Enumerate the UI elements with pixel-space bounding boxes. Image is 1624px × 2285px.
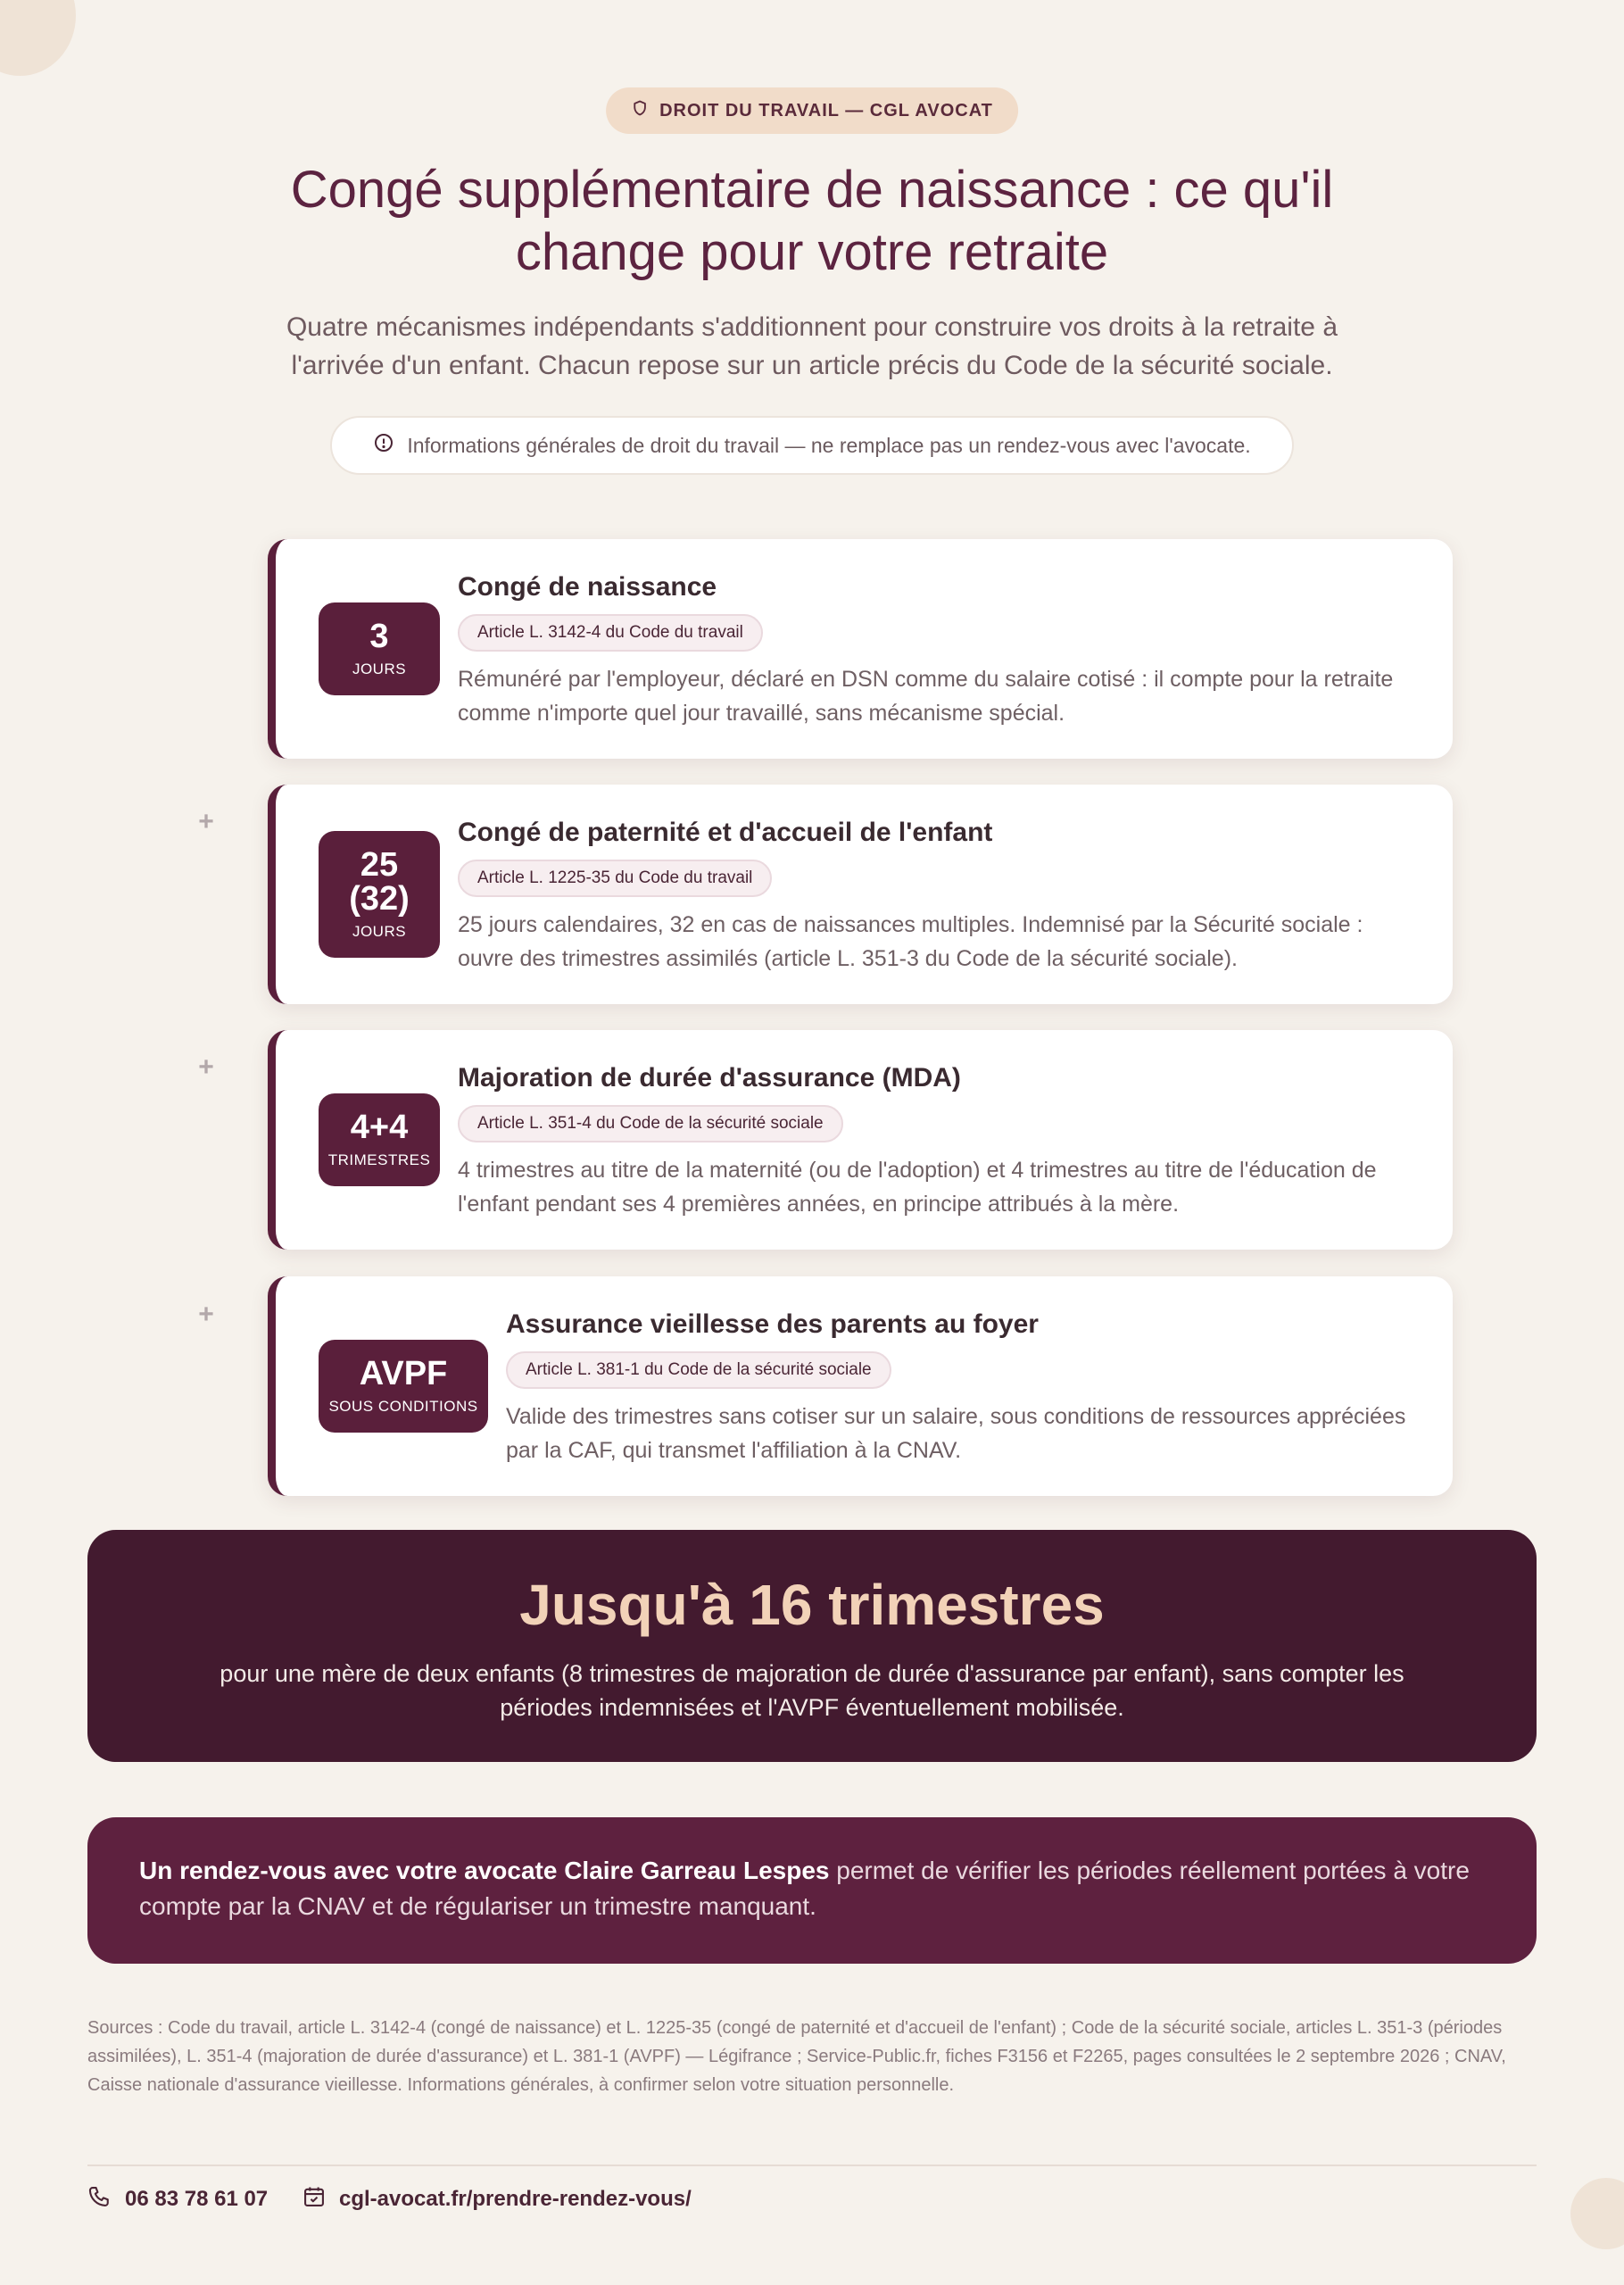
decorative-circle-top-left	[0, 0, 76, 76]
badge-unit: JOURS	[352, 661, 407, 677]
card-description: Valide des trimestres sans cotiser sur un salaire, sous conditions de ressources appréciées par la CAF, qui transmet l'affiliation à la CNAV.	[506, 1404, 1406, 1463]
article-reference: Article L. 3142-4 du Code du travail	[458, 614, 763, 652]
info-circle-icon	[373, 432, 394, 459]
badge-value: 4+4	[350, 1109, 409, 1146]
article-reference: Article L. 351-4 du Code de la sécurité sociale	[458, 1105, 843, 1142]
badge-unit: SOUS CONDITIONS	[328, 1398, 478, 1415]
title-line-1: Congé supplémentaire de naissance : ce qu'il	[290, 161, 1334, 219]
category-pill	[606, 87, 1018, 134]
booking-url[interactable]: cgl-avocat.fr/prendre-rendez-vous/	[339, 2187, 692, 2211]
phone-link[interactable]	[87, 2181, 268, 2217]
card-body	[458, 815, 1417, 976]
badge-value: 3	[369, 618, 389, 655]
booking-link[interactable]	[302, 2181, 692, 2217]
duration-badge	[319, 602, 440, 695]
phone-number[interactable]: 06 83 78 61 07	[125, 2187, 269, 2211]
mechanism-card-avpf	[268, 1276, 1453, 1496]
page-title	[232, 159, 1392, 284]
highlight-title: Jusqu'à 16 trimestres	[519, 1573, 1105, 1637]
sources-note: Sources : Code du travail, article L. 3142-4 (congé de naissance) et L. 1225-35 (congé de paternité et d'accueil de l'enfant) ; Code de la sécurité sociale, articles L. 351-3 (périodes assimilées), L. 351-4 (majoration de durée d'assurance) et L. 381-1 (AVPF) — Légifrance ; Service-Public.fr, fiches F3156 et F2265, pages consultées le 2 septembre 2026 ; CNAV, Caisse nationale d'assurance vieillesse. Informations générales, à confirmer selon votre situation personnelle.	[87, 2018, 1506, 2095]
appointment-callout	[87, 1817, 1537, 1964]
highlight-text: pour une mère de deux enfants (8 trimestres de majoration de durée d'assurance par enfant), sans compter les périodes indemnisées et l'AVPF éventuellement mobilisée.	[220, 1660, 1404, 1721]
card-body	[458, 569, 1417, 730]
mechanism-card-birth-leave	[268, 539, 1453, 759]
phone-icon	[87, 2184, 112, 2215]
lead-paragraph: Quatre mécanismes indépendants s'additionnent pour construire vos droits à la retraite à l'arrivée d'un enfant. Chacun repose sur un article précis du Code de la sécurité sociale.	[286, 312, 1338, 380]
footer-divider	[87, 2165, 1537, 2166]
badge-value: 25 (32)	[349, 846, 410, 918]
card-body	[458, 1060, 1417, 1221]
disclaimer-notice	[330, 416, 1294, 475]
card-title: Congé de paternité et d'accueil de l'enfant	[458, 818, 993, 847]
decorative-circle-bottom-right	[1570, 2178, 1624, 2249]
card-description: 25 jours calendaires, 32 en cas de naissances multiples. Indemnisé par la Sécurité sociale : ouvre des trimestres assimilés (article L. 351-3 du Code de la sécurité sociale).	[458, 912, 1363, 971]
callout-strong-text: Un rendez-vous avec votre avocate Claire Garreau Lespes	[139, 1857, 830, 1884]
disclaimer-text: Informations générales de droit du travail — ne remplace pas un rendez-vous avec l'avocate.	[407, 433, 1251, 457]
mechanism-card-paternity-leave	[268, 785, 1453, 1004]
summary-highlight	[87, 1530, 1537, 1762]
card-title: Majoration de durée d'assurance (MDA)	[458, 1063, 961, 1093]
badge-unit: TRIMESTRES	[327, 1151, 431, 1168]
avpf-badge	[319, 1340, 488, 1433]
card-body	[506, 1307, 1417, 1467]
card-description: Rémunéré par l'employeur, déclaré en DSN comme du salaire cotisé : il compte pour la retraite comme n'importe quel jour travaillé, sans mécanisme spécial.	[458, 667, 1394, 726]
plus-separator: +	[198, 807, 214, 836]
badge-value: AVPF	[359, 1355, 448, 1392]
quarters-badge	[319, 1093, 440, 1186]
article-reference: Article L. 1225-35 du Code du travail	[458, 860, 772, 897]
article-reference: Article L. 381-1 du Code de la sécurité sociale	[506, 1351, 891, 1389]
calendar-icon	[302, 2184, 327, 2215]
callout-text: permet de vérifier les périodes réellement portées à votre compte par la CNAV et de régulariser un trimestre manquant.	[139, 1857, 1470, 1920]
title-line-2: change pour votre retraite	[515, 223, 1109, 281]
category-label: DROIT DU TRAVAIL — CGL AVOCAT	[659, 100, 993, 120]
card-title: Assurance vieillesse des parents au foyer	[506, 1309, 1039, 1339]
plus-separator: +	[198, 1300, 214, 1329]
duration-badge	[319, 831, 440, 958]
shield-icon	[631, 99, 649, 122]
badge-unit: JOURS	[352, 923, 407, 940]
plus-separator: +	[198, 1052, 214, 1082]
card-title: Congé de naissance	[458, 572, 717, 602]
card-description: 4 trimestres au titre de la maternité (ou de l'adoption) et 4 trimestres au titre de l'éducation de l'enfant pendant ses 4 premières années, en principe attribués à la mère.	[458, 1158, 1377, 1217]
mechanism-card-mda	[268, 1030, 1453, 1250]
